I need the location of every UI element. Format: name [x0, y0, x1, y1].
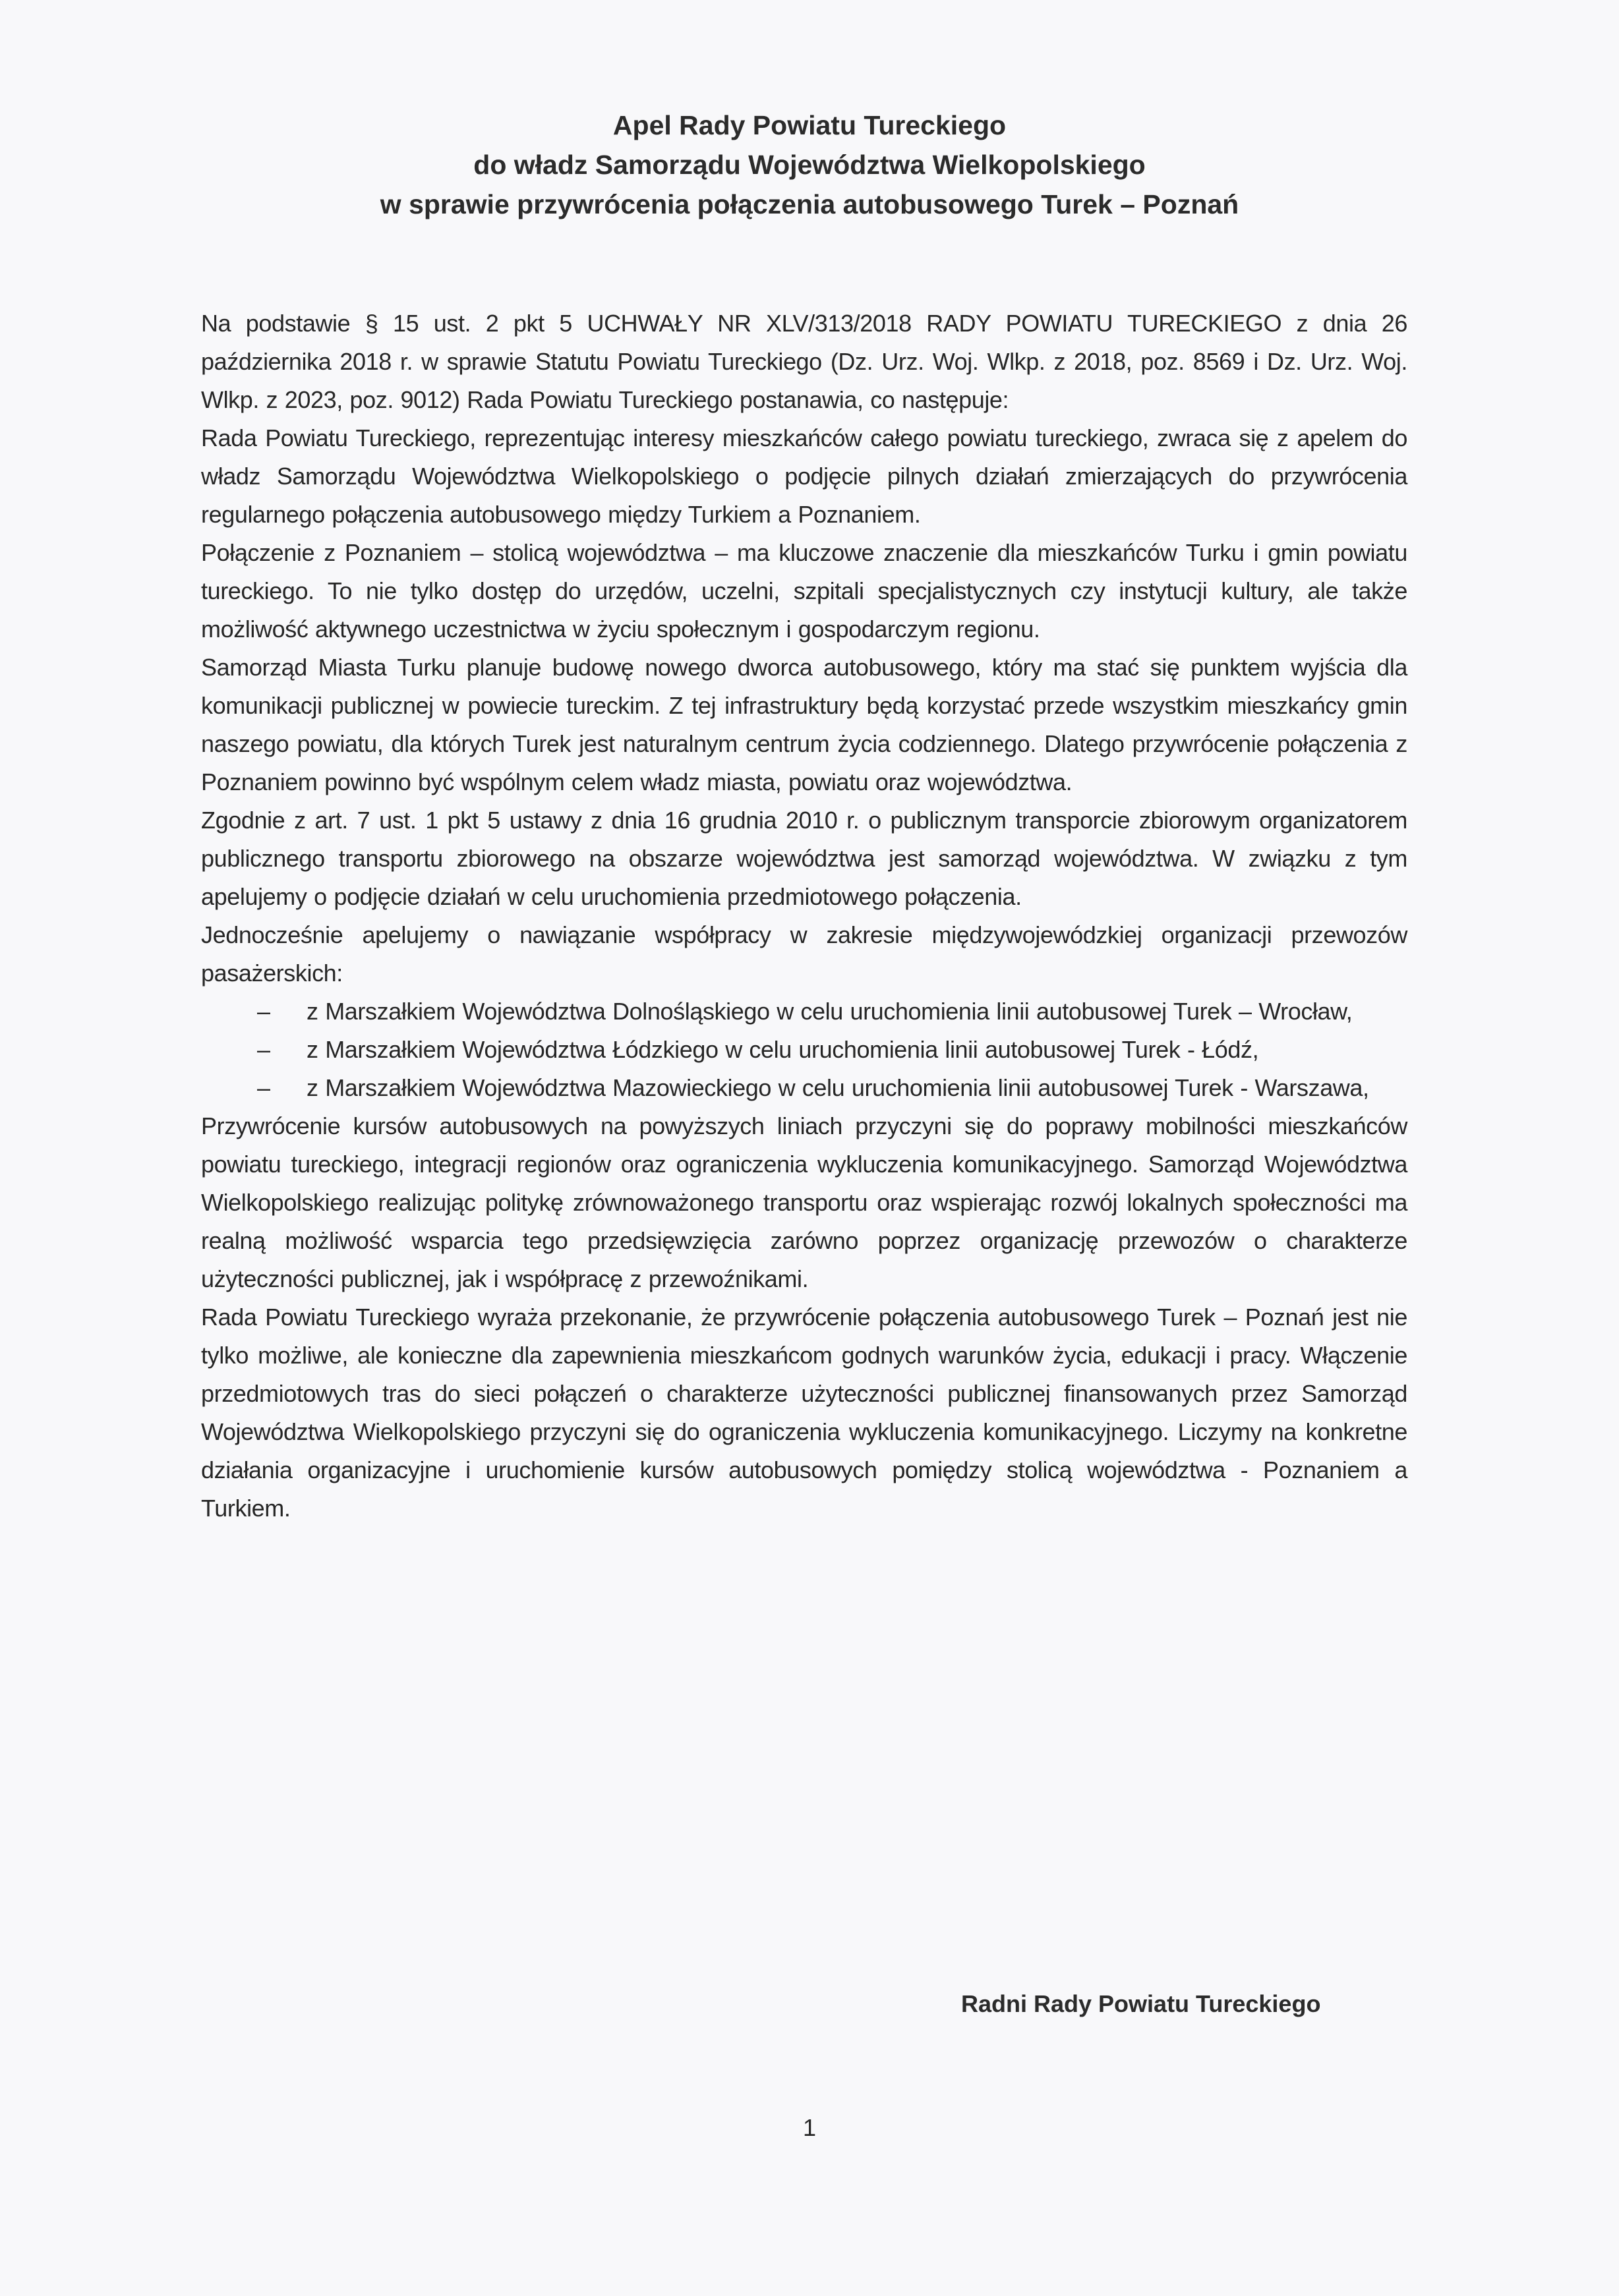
signature: Radni Rady Powiatu Tureckiego: [961, 1990, 1321, 2017]
paragraph-law-reference: Zgodnie z art. 7 ust. 1 pkt 5 ustawy z dnia 16 grudnia 2010 r. o publicznym transporcie zbiorowym organizatorem publicznego transportu zbiorowego na obszarze województwa jest samorząd województwa. W związku z tym apelujemy o podjęcie działań w celu uruchomienia przedmiotowego połączenia.: [201, 807, 1407, 910]
title-line-2: do władz Samorządu Województwa Wielkopolskiego: [473, 150, 1146, 180]
document-title: [0, 105, 1619, 224]
paragraph-bus-station: Samorząd Miasta Turku planuje budowę nowego dworca autobusowego, który ma stać się punktem wyjścia dla komunikacji publicznej w powiecie tureckim. Z tej infrastruktury będą korzystać przede wszystkim mieszkańcy gmin naszego powiatu, dla których Turek jest naturalnym centrum życia codziennego. Dlatego przywrócenie połączenia z Poznaniem powinno być wspólnym celem władz miasta, powiatu oraz województwa.: [201, 654, 1407, 795]
title-line-1: Apel Rady Powiatu Tureckiego: [612, 110, 1007, 140]
dash-bullet-icon: –: [257, 1036, 270, 1063]
paragraph-cooperation: Jednocześnie apelujemy o nawiązanie współpracy w zakresie międzywojewódzkiej organizacji przewozów pasażerskich:: [201, 921, 1407, 987]
list-item-text: z Marszałkiem Województwa Dolnośląskiego w celu uruchomienia linii autobusowej Turek – Wrocław,: [307, 998, 1353, 1025]
paragraph-appeal: Rada Powiatu Tureckiego, reprezentując interesy mieszkańców całego powiatu tureckiego, zwraca się z apelem do władz Samorządu Województwa Wielkopolskiego o podjęcie pilnych działań zmierzających do przywrócenia regularnego połączenia autobusowego między Turkiem a Poznaniem.: [201, 424, 1407, 528]
list-item-text: z Marszałkiem Województwa Mazowieckiego w celu uruchomienia linii autobusowej Turek - Warszawa,: [307, 1074, 1369, 1101]
dash-bullet-icon: –: [257, 1074, 270, 1101]
bullet-list: [201, 992, 1407, 1107]
paragraph-legal-basis: Na podstawie § 15 ust. 2 pkt 5 UCHWAŁY NR XLV/313/2018 RADY POWIATU TURECKIEGO z dnia 26 października 2018 r. w sprawie Statutu Powiatu Tureckiego (Dz. Urz. Woj. Wlkp. z 2018, poz. 8569 i Dz. Urz. Woj. Wlkp. z 2023, poz. 9012) Rada Powiatu Tureckiego postanawia, co następuje:: [201, 310, 1407, 413]
dash-bullet-icon: –: [257, 998, 270, 1025]
document-body: [201, 304, 1407, 1528]
page-number: 1: [802, 2114, 817, 2141]
list-item-text: z Marszałkiem Województwa Łódzkiego w celu uruchomienia linii autobusowej Turek - Łódź,: [307, 1036, 1259, 1063]
list-item: [201, 1031, 1407, 1069]
list-item: [201, 1069, 1407, 1107]
title-line-3: w sprawie przywrócenia połączenia autobusowego Turek – Poznań: [380, 189, 1239, 219]
paragraph-conclusion: Rada Powiatu Tureckiego wyraża przekonanie, że przywrócenie połączenia autobusowego Turek – Poznań jest nie tylko możliwe, ale konieczne dla zapewnienia mieszkańcom godnych warunków życia, edukacji i pracy. Włączenie przedmiotowych tras do sieci połączeń o charakterze użyteczności publicznej finansowanych przez Samorząd Województwa Wielkopolskiego przyczyni się do ograniczenia wykluczenia komunikacyjnego. Liczymy na konkretne działania organizacyjne i uruchomienie kursów autobusowych pomiędzy stolicą województwa - Poznaniem a Turkiem.: [201, 1304, 1407, 1522]
paragraph-benefits: Przywrócenie kursów autobusowych na powyższych liniach przyczyni się do poprawy mobilności mieszkańców powiatu tureckiego, integracji regionów oraz ograniczenia wykluczenia komunikacyjnego. Samorząd Województwa Wielkopolskiego realizując politykę zrównoważonego transportu oraz wspierając rozwój lokalnych społeczności ma realną możliwość wsparcia tego przedsięwzięcia zarówno poprzez organizację przewozów o charakterze użyteczności publicznej, jak i współpracę z przewoźnikami.: [201, 1112, 1407, 1292]
list-item: [201, 992, 1407, 1031]
paragraph-importance: Połączenie z Poznaniem – stolicą województwa – ma kluczowe znaczenie dla mieszkańców Turku i gmin powiatu tureckiego. To nie tylko dostęp do urzędów, uczelni, szpitali specjalistycznych czy instytucji kultury, ale także możliwość aktywnego uczestnictwa w życiu społecznym i gospodarczym regionu.: [201, 539, 1407, 643]
